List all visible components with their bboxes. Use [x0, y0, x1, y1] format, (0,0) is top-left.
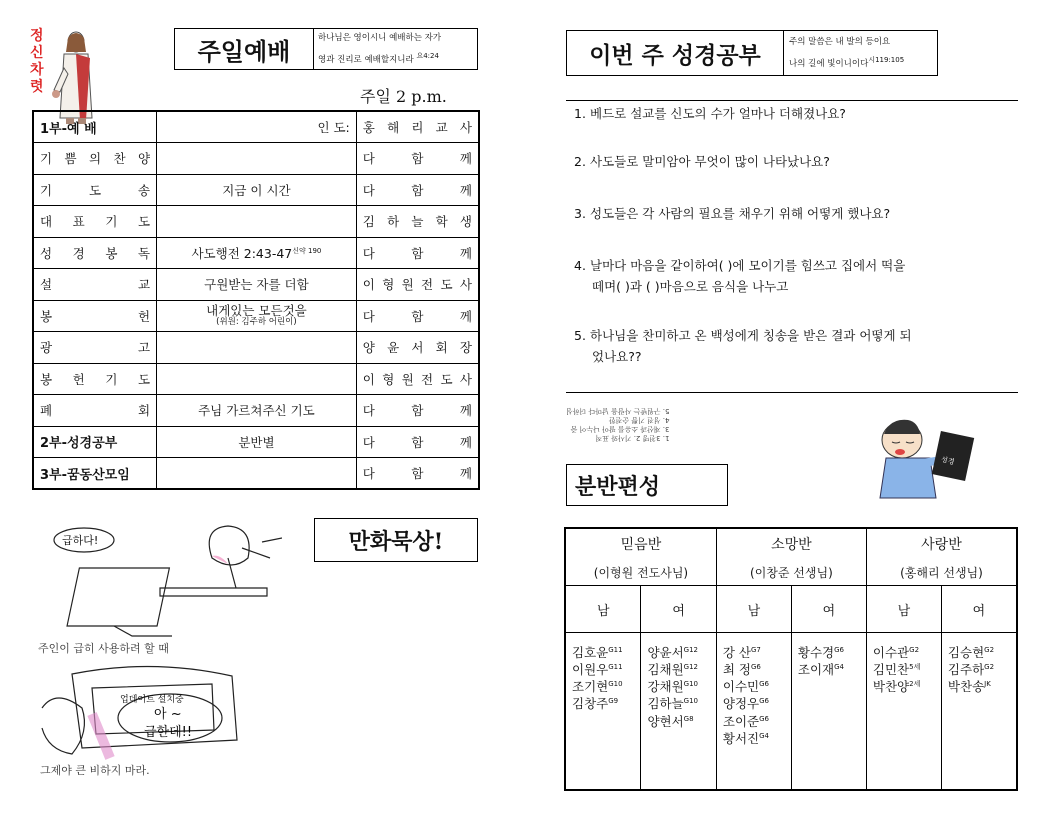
student-entry: 김호윤$^{G11}$ — [572, 645, 623, 661]
class-teacher: (이형원 전도사님) — [565, 559, 716, 586]
gender-header: 남 — [565, 586, 641, 633]
service-part: 성 경 봉 독 — [33, 237, 157, 269]
cartoon-title: 만화묵상! — [314, 518, 478, 562]
question-item: 1. 베드로 설교를 신도의 수가 얼마나 더해졌나요? — [574, 106, 846, 121]
student-entry: 박찬양$^{2세}$ — [872, 679, 921, 695]
service-part: 설 교 — [33, 269, 157, 301]
gender-header: 남 — [716, 586, 791, 633]
worship-verse — [314, 29, 477, 69]
book-label: 성경 — [940, 455, 956, 467]
service-leader: 양 윤 서 회 장 — [356, 332, 479, 364]
service-leader: 다 함 께 — [356, 458, 479, 490]
student-entry: 조기현$^{G10}$ — [572, 679, 623, 695]
service-item: 주님 가르쳐주신 기도 — [157, 395, 357, 427]
service-row — [33, 206, 479, 238]
question-item: 4. 날마다 마음을 같이하여( )에 모이기를 힘쓰고 집에서 떡을 떼며( )과 ( )마음으로 음식을 나누고 — [574, 258, 906, 294]
worship-verse-line-2: 영과 진리로 예배할지니라 — [318, 54, 414, 65]
service-time: 주일 2 p.m. — [360, 87, 447, 106]
service-item: 분반별 — [157, 426, 357, 458]
service-part: 2부-성경공부 — [33, 426, 157, 458]
gender-header: 여 — [791, 586, 866, 633]
class-assignment-title: 분반편성 — [566, 464, 728, 506]
student-entry: 김주하$^{G2}$ — [947, 662, 995, 678]
service-leader: 이 형 원 전 도 사 — [356, 269, 479, 301]
service-row — [33, 237, 479, 269]
cartoon-bubble-2b: 급한데!! — [144, 725, 193, 740]
student-entry: 황서진$^{G4}$ — [722, 730, 769, 746]
student-entry: 이수관$^{G2}$ — [872, 645, 920, 661]
cartoon-bubble-1: 급하다! — [62, 534, 99, 547]
student-column — [565, 633, 641, 791]
service-leader: 다 함 께 — [356, 395, 479, 427]
service-row — [33, 363, 479, 395]
class-assignment-table — [564, 527, 1018, 791]
student-entry: 양현서$^{G8}$ — [647, 713, 694, 729]
order-of-service-table — [32, 110, 480, 490]
gender-header: 여 — [941, 586, 1017, 633]
student-entry: 박찬송$^{JK}$ — [947, 679, 991, 695]
service-item: 지금 이 시간 — [157, 174, 357, 206]
service-part: 폐 회 — [33, 395, 157, 427]
student-entry: 강채원$^{G10}$ — [647, 679, 699, 695]
student-column — [716, 633, 791, 791]
cartoon-caption-1: 주인이 급히 사용하려 할 때 — [38, 642, 169, 655]
student-entry: 조이준$^{G6}$ — [722, 713, 769, 729]
student-column — [941, 633, 1017, 791]
service-row — [33, 269, 479, 301]
service-part: 봉 헌 — [33, 300, 157, 332]
student-entry: 김민찬$^{5세}$ — [872, 662, 921, 678]
service-item — [157, 363, 357, 395]
service-leader: 홍 해 리 교 사 — [356, 111, 479, 143]
student-entry: 김채원$^{G12}$ — [647, 662, 699, 678]
service-item: 내게있는 모든것을 (위원: 김주하 어린이) — [157, 300, 357, 332]
service-part: 3부-꿈동산모임 — [33, 458, 157, 490]
worship-verse-line-1: 하나님은 영이시니 예배하는 자가 — [318, 33, 442, 44]
answer-key-mirrored: 1. 3천명 2. 기사와 표적 3. 재산과 소유를 팔아 나누어 줌 4. 성전 기쁨 순전한 5. 구원받는 사람을 날마다 더하심 — [566, 407, 670, 442]
class-teacher: (홍해리 선생님) — [866, 559, 1017, 586]
student-column — [866, 633, 941, 791]
student-entry: 최 정$^{G6}$ — [722, 662, 761, 678]
question-item: 2. 사도들로 말미암아 무엇이 많이 나타났나요? — [574, 154, 830, 169]
service-leader: 다 함 께 — [356, 426, 479, 458]
sidebar-text: 정신차렷 — [30, 28, 44, 95]
service-row — [33, 395, 479, 427]
boy-reading-bible-illustration — [866, 404, 986, 504]
service-leader: 김 하 늘 학 생 — [356, 206, 479, 238]
service-leader: 다 함 께 — [356, 174, 479, 206]
student-entry: 양윤서$^{G12}$ — [647, 645, 699, 661]
study-title-box — [566, 30, 938, 76]
student-entry: 김하늘$^{G10}$ — [647, 696, 699, 712]
service-item: 구원받는 자를 더함 — [157, 269, 357, 301]
student-entry: 이수민$^{G6}$ — [722, 679, 769, 695]
service-row — [33, 174, 479, 206]
study-verse-ref: 시119:105 — [868, 56, 905, 65]
student-entry: 양정우$^{G6}$ — [722, 696, 769, 712]
service-leader: 다 함 께 — [356, 300, 479, 332]
gender-header: 남 — [866, 586, 941, 633]
worship-title: 주일예배 — [175, 29, 314, 69]
student-entry: 강 산$^{G7}$ — [722, 645, 761, 661]
service-part: 대 표 기 도 — [33, 206, 157, 238]
service-row — [33, 332, 479, 364]
class-name: 사랑반 — [866, 528, 1017, 559]
service-part: 기 쁨 의 찬 양 — [33, 143, 157, 175]
student-column — [791, 633, 866, 791]
cartoon-caption-2: 그제야 큰 비하지 마라. — [40, 764, 150, 777]
service-item — [157, 111, 357, 143]
service-item — [157, 143, 357, 175]
study-verse-line-2: 나의 길에 빛이니이다 — [789, 58, 869, 69]
study-title: 이번 주 성경공부 — [567, 31, 784, 75]
role-label: 인 도: — [317, 120, 350, 135]
question-item: 3. 성도들은 각 사람의 필요를 채우기 위해 어떻게 했나요? — [574, 206, 891, 221]
study-verse — [784, 31, 937, 75]
service-row — [33, 111, 479, 143]
service-row — [33, 458, 479, 490]
service-part: 봉 헌 기 도 — [33, 363, 157, 395]
student-entry: 황수경$^{G6}$ — [797, 645, 845, 661]
class-name: 소망반 — [716, 528, 866, 559]
student-entry: 이원우$^{G11}$ — [572, 662, 623, 678]
cartoon-illustration — [32, 518, 282, 780]
service-item: 사도행전 $2:43-47^{신약 190}$ — [157, 237, 357, 269]
service-part: 1부-예 배 — [33, 111, 157, 143]
gender-header: 여 — [641, 586, 716, 633]
worship-title-box — [174, 28, 478, 70]
student-entry: 김창주$^{G9}$ — [572, 696, 619, 712]
class-name: 믿음반 — [565, 528, 716, 559]
service-leader: 다 함 께 — [356, 143, 479, 175]
service-row — [33, 143, 479, 175]
service-item — [157, 206, 357, 238]
worship-verse-ref: 요4:24 — [416, 52, 439, 61]
student-entry: 김승현$^{G2}$ — [947, 645, 995, 661]
student-column — [641, 633, 716, 791]
class-teacher: (이창준 선생님) — [716, 559, 866, 586]
service-row — [33, 426, 479, 458]
service-leader: 다 함 께 — [356, 237, 479, 269]
question-item: 5. 하나님을 찬미하고 온 백성에게 칭송을 받은 결과 어떻게 되 었나요?? — [574, 328, 912, 364]
cartoon-bubble-2a: 아 ~ — [154, 707, 182, 722]
service-part: 광 고 — [33, 332, 157, 364]
cartoon-screen-text: 업데이트 설치중 — [120, 695, 184, 705]
study-verse-line-1: 주의 말씀은 내 발의 등이요 — [789, 37, 891, 48]
service-item — [157, 332, 357, 364]
service-item — [157, 458, 357, 490]
service-row — [33, 300, 479, 332]
service-part: 기 도 송 — [33, 174, 157, 206]
question-list — [566, 100, 1018, 393]
student-entry: 조이재$^{G4}$ — [797, 662, 845, 678]
service-leader: 이 형 원 전 도 사 — [356, 363, 479, 395]
